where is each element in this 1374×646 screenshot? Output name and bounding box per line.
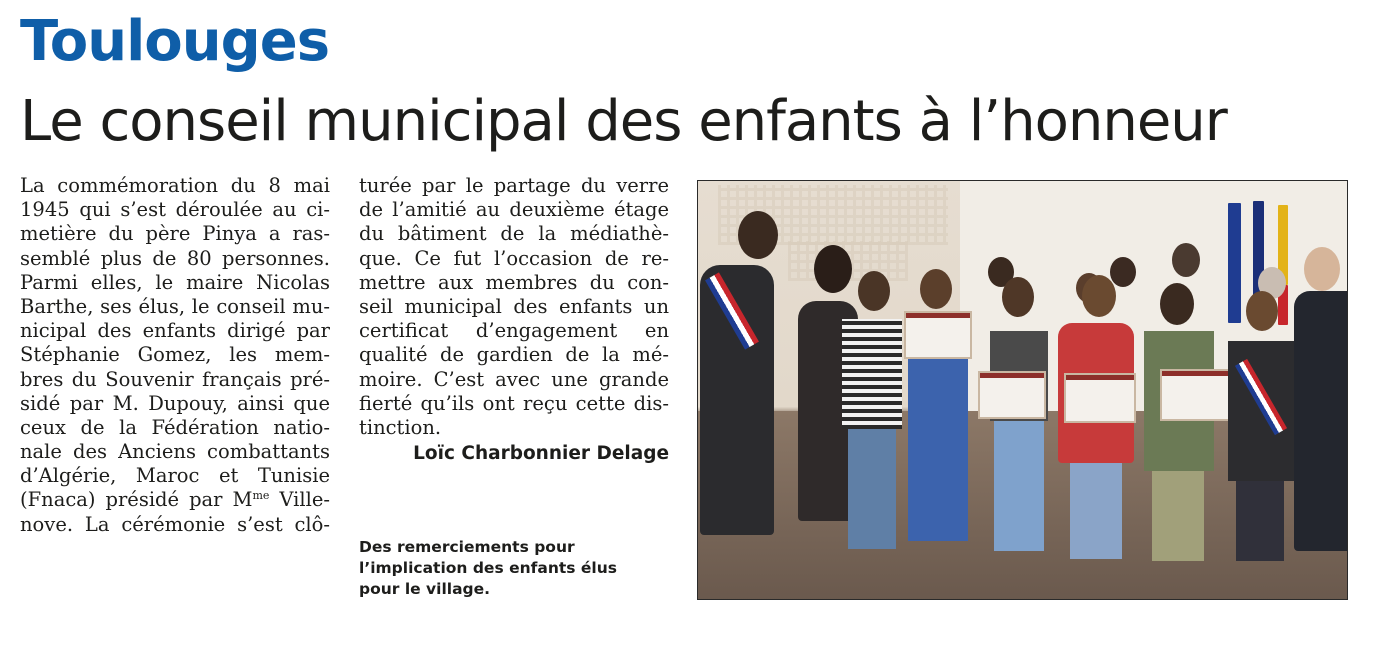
col1-line: La commémoration du 8 mai	[20, 174, 330, 197]
col2-line: moire. C’est avec une grande	[359, 367, 669, 391]
col1-line: nicipal des enfants dirigé par	[20, 319, 330, 343]
col2-line: du bâtiment de la médiathè-	[359, 222, 669, 246]
person-head	[1160, 283, 1194, 325]
col1-line: Parmi elles, le maire Nicolas	[20, 270, 330, 294]
person-legs	[1152, 471, 1204, 561]
col2-line: certificat d’engagement en	[359, 319, 669, 343]
col1-line: Stéphanie Gomez, les mem-	[20, 343, 330, 367]
photo-caption	[359, 537, 689, 600]
person-dress	[908, 341, 968, 541]
col2-line: tinction.	[359, 415, 442, 439]
caption-line: Des remerciements pour	[359, 538, 575, 556]
town-name: Toulouges	[20, 9, 330, 74]
person-head	[1246, 291, 1278, 331]
person-head	[920, 269, 952, 309]
person-head	[1082, 275, 1116, 317]
col2-line: que. Ce fut l’occasion de re-	[359, 246, 669, 270]
person-legs	[1236, 481, 1284, 561]
certificate-band	[980, 373, 1044, 378]
article-photo	[697, 180, 1348, 600]
col1-line: metière du père Pinya a ras-	[20, 222, 330, 246]
person-head	[738, 211, 778, 259]
person-head	[1110, 257, 1136, 287]
col1-line: semblé plus de 80 personnes.	[20, 246, 330, 270]
col1-line: nove. La cérémonie s’est clô-	[20, 512, 330, 536]
col1-line: sidé par M. Dupouy, ainsi que	[20, 391, 330, 415]
flag-blue	[1228, 203, 1241, 323]
col1-line: ceux de la Fédération natio-	[20, 415, 330, 439]
col1-line: bres du Souvenir français pré-	[20, 367, 330, 391]
col1-line: 1945 qui s’est déroulée au ci-	[20, 198, 330, 222]
certificate-band	[1066, 375, 1134, 380]
caption-line: l’implication des enfants élus	[359, 559, 617, 577]
certificate	[1160, 369, 1232, 421]
col1-line: d’Algérie, Maroc et Tunisie	[20, 464, 330, 488]
col1-line: Barthe, ses élus, le conseil mu-	[20, 294, 330, 318]
certificate	[904, 311, 972, 359]
person-suit	[1294, 291, 1348, 551]
col2-line: fierté qu’ils ont reçu cette dis-	[359, 391, 669, 415]
person-head	[858, 271, 890, 311]
byline: Loïc Charbonnier Delage	[413, 443, 669, 465]
col2-line: mettre aux membres du con-	[359, 270, 669, 294]
col2-line: de l’amitié au deuxième étage	[359, 198, 669, 222]
certificate	[978, 371, 1046, 419]
person-legs	[848, 429, 896, 549]
article-column-2	[359, 174, 669, 467]
person-legs	[994, 421, 1044, 551]
col2-line: seil municipal des enfants un	[359, 294, 669, 318]
col1-mme-sup: me	[252, 489, 270, 503]
certificate	[1064, 373, 1136, 423]
person-head	[814, 245, 852, 293]
col2-line: qualité de gardien de la mé-	[359, 343, 669, 367]
col1-line: nale des Anciens combattants	[20, 440, 330, 464]
person-legs	[1070, 463, 1122, 559]
col1-line-mme	[20, 488, 330, 512]
article-column-1	[20, 174, 330, 537]
col2-line: turée par le partage du verre	[359, 174, 669, 197]
caption-line: pour le village.	[359, 580, 491, 598]
person-head	[1002, 277, 1034, 317]
col1-mme-before: (Fnaca) présidé par M	[20, 488, 253, 512]
person-head	[1304, 247, 1340, 291]
col1-mme-after: Ville-	[269, 488, 330, 512]
certificate-band	[906, 313, 970, 318]
certificate-band	[1162, 371, 1230, 376]
person-head	[1172, 243, 1200, 277]
headline: Le conseil municipal des enfants à l’honneur	[20, 89, 1227, 154]
person-shirt	[842, 319, 902, 429]
